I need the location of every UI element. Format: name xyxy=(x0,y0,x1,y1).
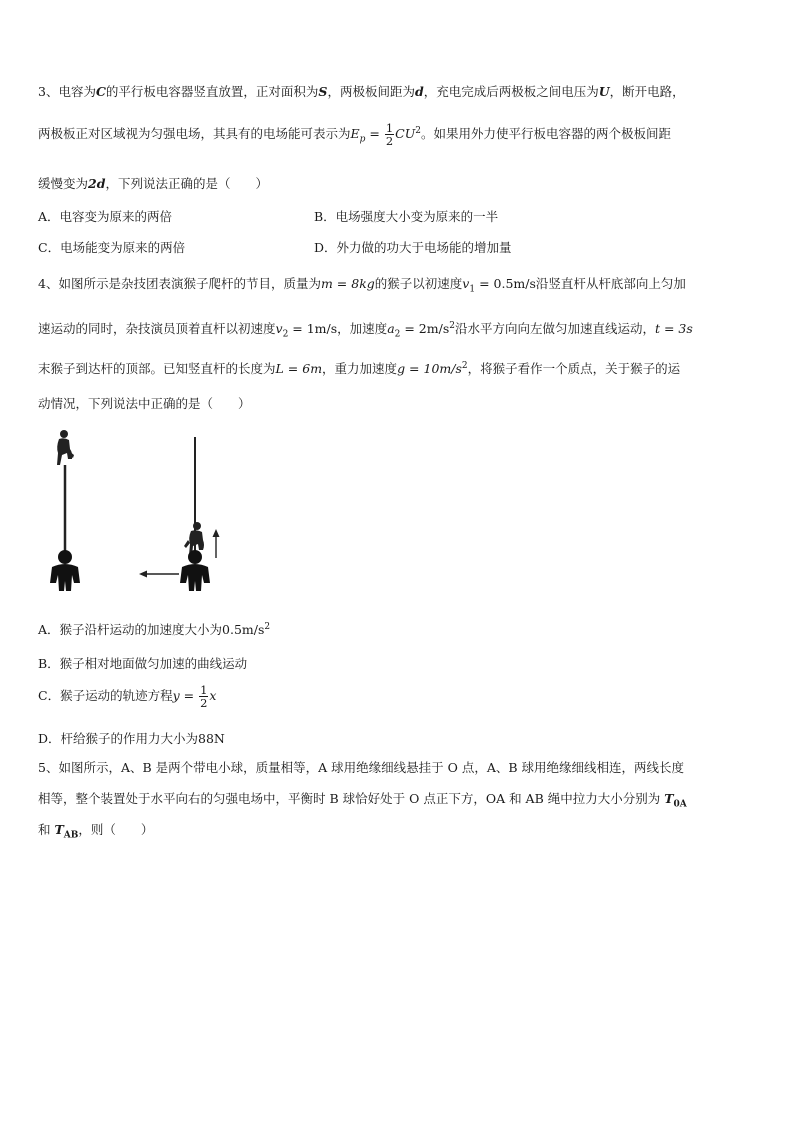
q4-text: 沿水平方向向左做匀加速直线运动， xyxy=(454,321,655,337)
q4-a2-sub: 2 xyxy=(394,329,401,340)
q4-text: ，将猴子看作一个质点，关于猴子的运 xyxy=(467,361,681,377)
left-performer-icon xyxy=(50,550,80,591)
left-monkey-icon xyxy=(57,430,74,465)
q3-text: 缓慢变为 xyxy=(38,176,89,191)
q5-line3 xyxy=(38,822,153,844)
q4-optA-text: A．猴子沿杆运动的加速度大小为 xyxy=(38,622,223,637)
q4-line1 xyxy=(38,276,686,298)
q3-cu: CU xyxy=(395,126,416,141)
q5-text: 相等，整个装置处于水平向右的匀强电场中，平衡时 B 球恰好处于 O 点正下方，OA 和 AB 绳中拉力大小分别为 xyxy=(38,791,665,806)
q3-text: 3、电容为 xyxy=(38,84,96,99)
q4-option-c[interactable] xyxy=(38,684,216,709)
q4-text: ，重力加速度 xyxy=(322,361,398,377)
q4-text: 4、如图所示是杂技团表演猴子爬杆的节目，质量为 xyxy=(38,276,321,291)
q3-line1 xyxy=(38,84,685,100)
q4-text: 沿竖直杆从杆底部向上匀加 xyxy=(535,276,686,291)
q5-tab: T xyxy=(54,822,64,837)
q5-t0a-sub: 0A xyxy=(673,799,687,810)
q3-option-d[interactable]: D．外力做的功大于电场能的增加量 xyxy=(314,240,512,255)
q3-var-u: U xyxy=(598,84,610,99)
q4-line4: 动情况，下列说法中正确的是（ ） xyxy=(38,396,251,411)
q4-optC-y: y = xyxy=(172,688,199,703)
leftward-arrowhead xyxy=(139,571,147,578)
q4-optC-den: 2 xyxy=(200,696,208,710)
q3-ep: E xyxy=(350,126,360,141)
q4-a2-sup: 2 xyxy=(449,321,455,331)
q3-text: 的平行板电容器竖直放置，正对面积为 xyxy=(105,84,319,99)
q3-line3 xyxy=(38,176,268,192)
q3-text: ，充电完成后两极板之间电压为 xyxy=(423,84,599,99)
q4-text: 的猴子以初速度 xyxy=(374,276,463,291)
q3-option-b[interactable]: B．电场强度大小变为原来的一半 xyxy=(314,209,499,224)
q5-tab-sub: AB xyxy=(63,830,79,841)
q3-option-a[interactable]: A．电容变为原来的两倍 xyxy=(38,209,173,224)
q4-v1-val: = 0.5m/s xyxy=(475,276,536,291)
q4-option-d[interactable] xyxy=(38,729,225,747)
q4-text: 末猴子到达杆的顶部。已知竖直杆的长度为 xyxy=(38,361,276,377)
q5-text: 和 xyxy=(38,822,55,837)
q4-a2: a xyxy=(387,321,395,337)
q4-time: t = 3s xyxy=(654,321,693,337)
q3-var-s: S xyxy=(318,84,328,99)
q4-option-a[interactable] xyxy=(38,620,270,638)
q4-optA-val: 0.5m/s xyxy=(222,622,265,637)
q3-text: 。如果用外力使平行板电容器的两个极板间距 xyxy=(421,126,672,141)
q3-2d: 2d xyxy=(88,176,106,191)
upward-arrowhead xyxy=(213,529,220,537)
q3-var-c: C xyxy=(95,84,106,99)
q4-a2-val: = 2m/s xyxy=(400,321,450,337)
q5-t0a: T xyxy=(664,791,674,806)
q4-v2-sub: 2 xyxy=(282,329,289,340)
q4-option-b[interactable]: B．猴子相对地面做匀加速的曲线运动 xyxy=(38,656,248,671)
q3-text: ，断开电路， xyxy=(609,84,685,99)
q4-optC-num: 1 xyxy=(200,683,208,697)
q3-text: ，下列说法正确的是（ ） xyxy=(105,176,268,191)
q4-length: L = 6m xyxy=(275,361,323,377)
q5-line1: 5、如图所示，A、B 是两个带电小球，质量相等，A 球用绝缘细线悬挂于 O 点，A、B 球用绝缘细线相连，两线长度 xyxy=(38,760,685,775)
q4-optC-text: C．猴子运动的轨迹方程 xyxy=(38,688,173,703)
q3-var-d: d xyxy=(414,84,424,99)
q4-optA-sup: 2 xyxy=(264,621,271,632)
q3-cu-sup: 2 xyxy=(415,125,421,136)
q4-optD-val: 88N xyxy=(198,731,225,746)
monkey-pole-figure xyxy=(40,425,240,595)
q3-line2 xyxy=(38,122,671,148)
q4-text: ，加速度 xyxy=(337,321,388,337)
q4-text: 速运动的同时，杂技演员顶着直杆以初速度 xyxy=(38,321,276,337)
q3-frac-num: 1 xyxy=(385,121,394,135)
q3-frac-den: 2 xyxy=(385,134,394,148)
q4-v1: v xyxy=(462,276,470,291)
q5-line2 xyxy=(38,791,687,813)
q4-line2 xyxy=(38,318,693,343)
q3-ep-sub: p xyxy=(359,134,366,145)
q4-g-sup: 2 xyxy=(461,361,468,371)
q3-eq: = xyxy=(365,126,384,141)
q4-mass: m = 8kg xyxy=(320,276,375,291)
q3-text: 两极板正对区域视为匀强电场，其具有的电场能可表示为 xyxy=(38,126,351,141)
right-performer-icon xyxy=(180,550,210,591)
q4-optC-x: x xyxy=(209,688,217,703)
q5-text: ，则（ ） xyxy=(78,822,154,837)
q3-text: ，两极板间距为 xyxy=(327,84,415,99)
q4-v2-val: = 1m/s xyxy=(288,321,338,337)
q3-fraction xyxy=(385,122,394,147)
q4-gravity: g = 10m/s xyxy=(397,361,462,377)
q4-v2: v xyxy=(275,321,283,337)
q3-option-c[interactable]: C．电场能变为原来的两倍 xyxy=(38,240,186,255)
q4-line3 xyxy=(38,358,680,377)
q4-optC-fraction xyxy=(199,684,208,709)
q4-optD-text: D．杆给猴子的作用力大小为 xyxy=(38,731,199,746)
q4-v1-sub: 1 xyxy=(469,284,476,295)
